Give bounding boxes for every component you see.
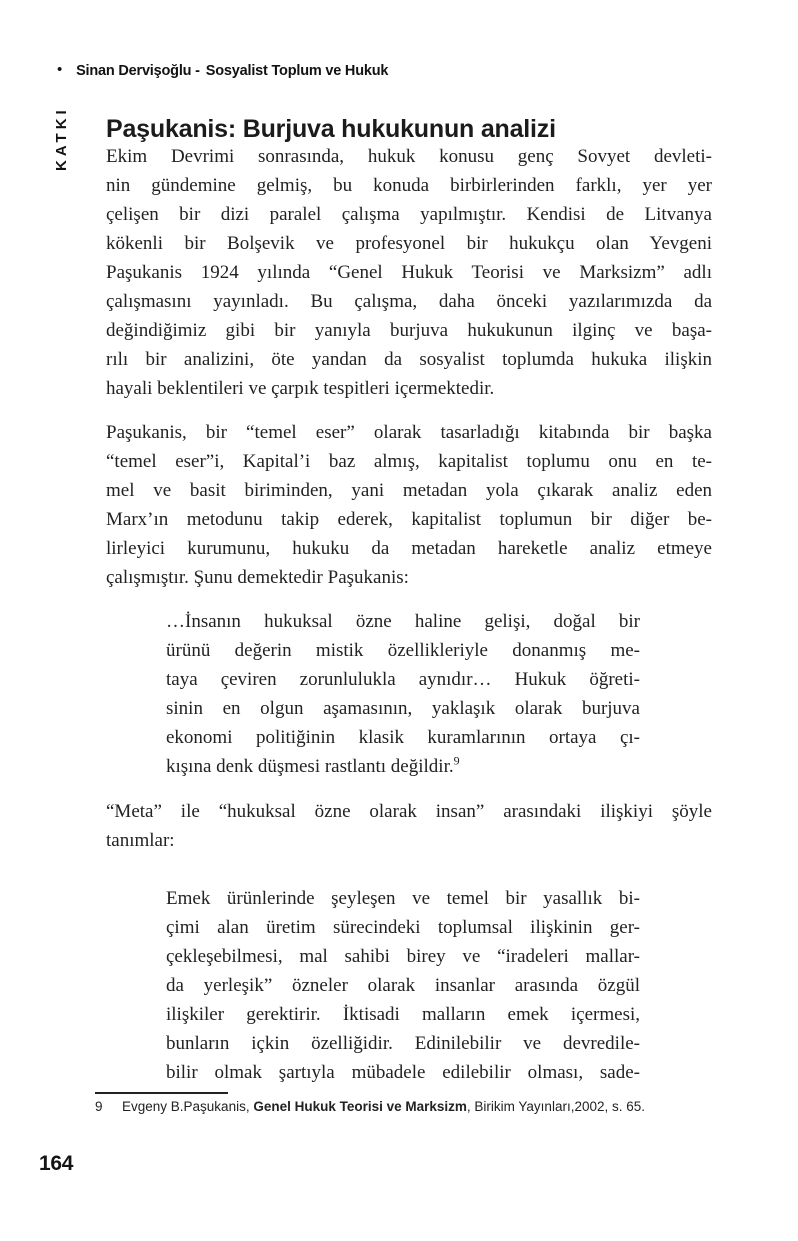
- text-line: sinin en olgun aşamasının, yaklaşık olarak burjuva: [166, 698, 640, 719]
- footnote-book-title: Genel Hukuk Teorisi ve Marksizm: [253, 1099, 467, 1114]
- footnote-reference: 9: [453, 753, 460, 768]
- text-line: Ekim Devrimi sonrasında, hukuk konusu genç Sovyet devleti-: [106, 146, 712, 167]
- text-line: hayali beklentileri ve çarpık tespitleri içermektedir.: [106, 378, 495, 399]
- text-line: Paşukanis, bir “temel eser” olarak tasarladığı kitabında bir başka: [106, 422, 712, 443]
- text-line: çekleşebilmesi, mal sahibi birey ve “iradeleri mallar-: [166, 946, 640, 967]
- header-author: Sinan Dervişoğlu -: [76, 63, 200, 79]
- footnote-divider: [95, 1092, 228, 1094]
- text-line: çalışmasını yayınladı. Bu çalışma, daha önceki yazılarımızda da: [106, 291, 712, 312]
- text-line: nin gündemine gelmiş, bu konuda birbirlerinden farklı, yer yer: [106, 175, 712, 196]
- text-line: çelişen bir dizi paralel çalışma yapılmıştır. Kendisi de Litvanya: [106, 204, 712, 225]
- text-line: ürünü değerin mistik özellikleriyle donanmış me-: [166, 640, 640, 661]
- page-number: 164: [39, 1152, 74, 1175]
- side-label-katki: [49, 87, 77, 171]
- text-line: …İnsanın hukuksal özne haline gelişi, doğal bir: [166, 611, 640, 632]
- footnote-text: Evgeny B.Paşukanis, Genel Hukuk Teorisi ve Marksizm, Birikim Yayınları,2002, s. 65.: [122, 1099, 645, 1114]
- bullet-icon: •: [57, 61, 63, 78]
- text-line: Paşukanis 1924 yılında “Genel Hukuk Teorisi ve Marksizm” adlı: [106, 262, 712, 283]
- text-line: lirleyici kurumunu, hukuku da metadan hareketle analiz etmeye: [106, 538, 712, 559]
- text-line: tanımlar:: [106, 830, 175, 851]
- text-line: çalışmıştır. Şunu demektedir Paşukanis:: [106, 567, 409, 588]
- footnote-number: 9: [95, 1099, 103, 1114]
- text-line: taya çeviren zorunlulukla aynıdır… Hukuk öğreti-: [166, 669, 640, 690]
- text-line: rılı bir analizini, öte yandan da sosyalist toplumda hukuka ilişkin: [106, 349, 712, 370]
- blockquote-2: [166, 884, 640, 1087]
- text-line: da yerleşik” özneler olarak insanlar arasında özgül: [166, 975, 640, 996]
- text-line: mel ve basit biriminden, yani metadan yola çıkarak analiz eden: [106, 480, 712, 501]
- text-line: “temel eser”i, Kapital’i baz almış, kapitalist toplumu onu en te-: [106, 451, 712, 472]
- paragraph-1: [106, 142, 712, 403]
- text-line: ilişkiler gerektirir. İktisadi malların emek içermesi,: [166, 1004, 640, 1025]
- text-line: [166, 752, 640, 781]
- text-line: kökenli bir Bolşevik ve profesyonel bir hukukçu olan Yevgeni: [106, 233, 712, 254]
- text-line: bunların içkin özelliğidir. Edinilebilir ve devredile-: [166, 1033, 640, 1054]
- paragraph-3: [106, 797, 712, 855]
- section-title: Paşukanis: Burjuva hukukunun analizi: [106, 114, 556, 143]
- blockquote-1-lines: [166, 607, 640, 752]
- text-line: çimi alan üretim sürecindeki toplumsal ilişkinin ger-: [166, 917, 640, 938]
- text-line: Emek ürünlerinde şeyleşen ve temel bir yasallık bi-: [166, 888, 640, 909]
- text-line: bilir olmak şartıyla mübadele edilebilir olması, sade-: [166, 1062, 640, 1083]
- blockquote-1-last-line: kışına denk düşmesi rastlantı değildir.: [166, 756, 454, 777]
- paragraph-2: [106, 418, 712, 592]
- text-line: “Meta” ile “hukuksal özne olarak insan” arasındaki ilişkiyi şöyle: [106, 801, 712, 822]
- side-label-text: KATKI: [53, 106, 70, 171]
- blockquote-1: [166, 607, 640, 781]
- footnote: [95, 1099, 755, 1114]
- text-line: Marx’ın metodunu takip ederek, kapitalist toplumun bir diğer be-: [106, 509, 712, 530]
- page-header: [57, 62, 657, 79]
- header-book-title: Sosyalist Toplum ve Hukuk: [205, 63, 389, 79]
- text-line: değindiğimiz gibi bir yanıyla burjuva hukukunun ilginç ve başa-: [106, 320, 712, 341]
- text-line: ekonomi politiğinin klasik kuramlarının ortaya çı-: [166, 727, 640, 748]
